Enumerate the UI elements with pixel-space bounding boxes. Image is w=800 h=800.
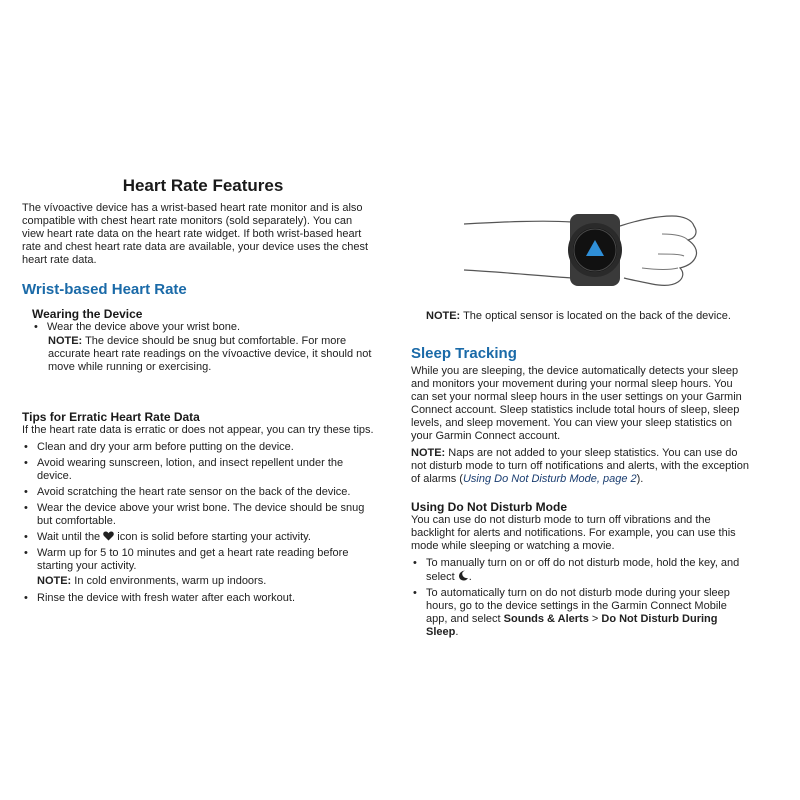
list-item [32, 321, 374, 334]
dnd-text: . [468, 571, 472, 583]
sleep-paragraph: While you are sleeping, the device automatically detects your sleep and monitors your movement during your normal sleep hours. You can set your normal sleep hours in the user settings on your Garmin Connect account. Sleep statistics include total hours of sleep, sleep levels, and sleep movement. You can view your sleep statistics on your Garmin Connect account. [411, 365, 742, 442]
hand-outline [620, 216, 697, 285]
tip-text: Rinse the device with fresh water after each workout. [37, 592, 296, 604]
heart-icon [103, 531, 114, 541]
list-item [22, 457, 374, 483]
subheading-dnd: Using Do Not Disturb Mode [411, 500, 567, 514]
wrist-watch-illustration [462, 206, 704, 306]
note-text: The optical sensor is located on the back of the device. [460, 310, 731, 322]
dnd-page-link[interactable]: Using Do Not Disturb Mode, page 2 [462, 473, 637, 485]
note-label: NOTE: [411, 447, 446, 459]
list-item [22, 502, 374, 528]
list-item [22, 592, 374, 605]
tips-list-cont [22, 592, 374, 605]
list-item [411, 557, 751, 584]
sleep-note [411, 447, 751, 486]
note-text: Naps are not added to your sleep statistics. You can use do not disturb mode to turn off notifications and alerts, with the exception of alarms ( [411, 447, 749, 485]
wearing-bullet-text: Wear the device above your wrist bone. [47, 321, 241, 333]
dnd-paragraph: You can use do not disturb mode to turn off vibrations and the backlight for alerts and notifications. For example, you can use this mode while sleeping or watching a movie. [411, 514, 736, 552]
note-label: NOTE: [426, 310, 461, 322]
wearing-note [22, 335, 374, 374]
dnd-text: . [455, 626, 459, 638]
moon-icon [458, 570, 469, 581]
menu-path-sounds: Sounds & Alerts [503, 613, 589, 625]
tip-text: Avoid scratching the heart rate sensor on the back of the device. [37, 486, 351, 498]
menu-path-dnd-sleep: Do Not Disturb During Sleep [426, 613, 718, 638]
tip-text: Avoid wearing sunscreen, lotion, and insect repellent under the device. [37, 457, 344, 482]
subheading-wearing: Wearing the Device [32, 307, 143, 321]
warmup-note [22, 575, 374, 588]
note-text: ). [636, 473, 644, 485]
section-heading-sleep: Sleep Tracking [411, 345, 517, 362]
list-item [22, 547, 374, 573]
intro-paragraph: The vívoactive device has a wrist-based heart rate monitor and is also compatible with chest heart rate monitors (sold separately). You can view heart rate data on the heart rate widget. If both wrist-based heart rate and chest heart rate data are available, your device uses the chest heart rate data. [22, 202, 369, 266]
note-label: NOTE: [37, 575, 72, 587]
tip-text: icon is solid before starting your activity. [114, 531, 311, 543]
menu-separator: > [588, 613, 602, 625]
section-heading-wrist: Wrist-based Heart Rate [22, 281, 187, 298]
list-item [411, 587, 751, 639]
page-title: Heart Rate Features [122, 176, 284, 195]
left-column [22, 176, 374, 608]
dnd-text: To automatically turn on do not disturb mode during your sleep hours, go to the device settings in the Garmin Connect Mobile app, and select [426, 587, 730, 625]
list-item [22, 531, 374, 544]
wearing-list [22, 321, 374, 334]
note-text: In cold environments, warm up indoors. [71, 575, 267, 587]
note-label: NOTE: [48, 335, 83, 347]
note-text: The device should be snug but comfortable. For more accurate heart rate readings on the vívoactive device, it should not move while running or exercising. [48, 335, 372, 373]
list-item [22, 441, 374, 454]
tip-text: Wear the device above your wrist bone. The device should be snug but comfortable. [37, 502, 365, 527]
right-column [411, 310, 751, 642]
dnd-text: To manually turn on or off do not disturb mode, hold the key, and select [426, 557, 740, 583]
tips-intro: If the heart rate data is erratic or does not appear, you can try these tips. [22, 424, 374, 436]
dnd-list [411, 557, 751, 639]
subheading-tips: Tips for Erratic Heart Rate Data [22, 410, 200, 424]
tips-list [22, 441, 374, 573]
list-item [22, 486, 374, 499]
tip-text: Warm up for 5 to 10 minutes and get a heart rate reading before starting your activity. [37, 547, 349, 572]
hand-fingers [642, 234, 688, 270]
tip-text: Clean and dry your arm before putting on the device. [37, 441, 294, 453]
sensor-note [411, 310, 751, 323]
tip-text: Wait until the [37, 531, 104, 543]
arm-outline [464, 221, 572, 278]
